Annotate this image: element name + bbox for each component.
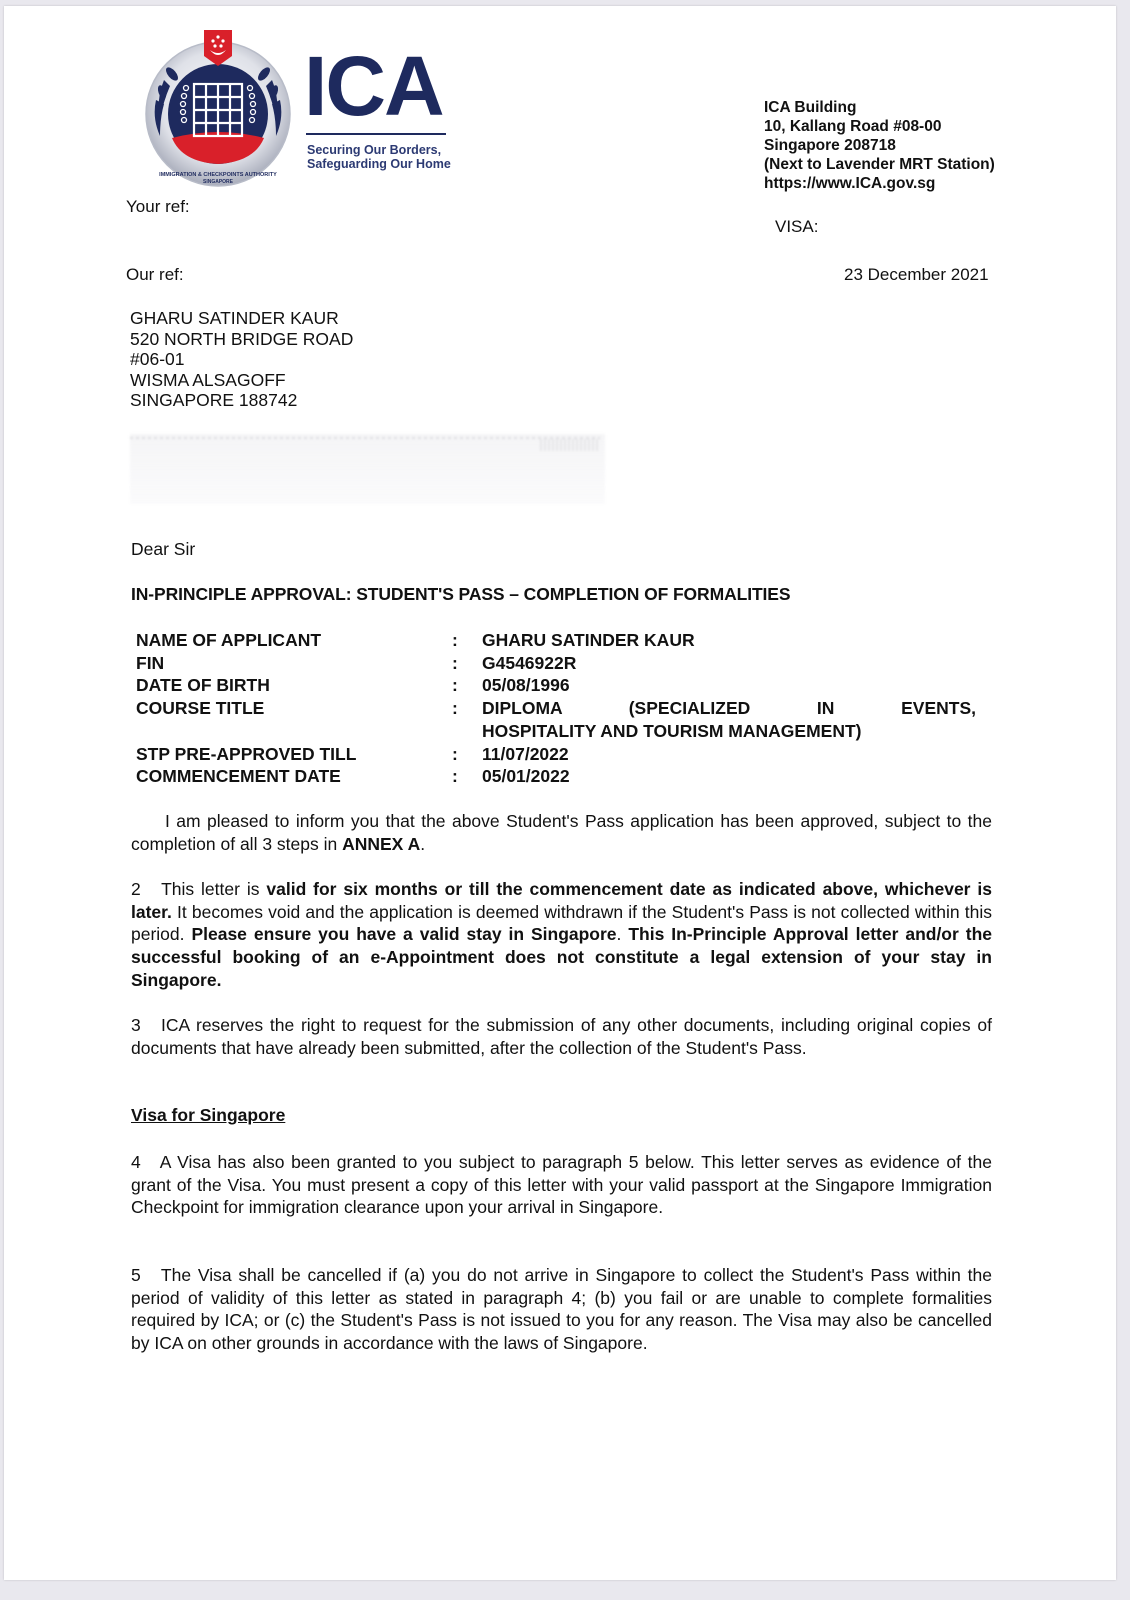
detail-colon: :: [452, 743, 458, 764]
p3-text: ICA reserves the right to request for the submission of any other documents, including original copies of documents that have already been submitted, after the collection of the Student's Pass.: [131, 1015, 992, 1058]
your-ref-label: Your ref:: [126, 197, 190, 216]
detail-label: COMMENCEMENT DATE: [136, 766, 341, 787]
addressee-line: 520 NORTH BRIDGE ROAD: [130, 328, 354, 349]
visa-label: VISA:: [775, 217, 819, 236]
detail-label: NAME OF APPLICANT: [136, 630, 322, 650]
detail-value: GHARU SATINDER KAUR: [482, 630, 695, 650]
detail-row: [136, 652, 976, 675]
website-link[interactable]: https://www.ICA.gov.sg: [764, 175, 936, 192]
detail-colon: :: [452, 766, 458, 787]
subject-line: IN-PRINCIPLE APPROVAL: STUDENT'S PASS – COMPLETION OF FORMALITIES: [131, 584, 791, 604]
address-line: (Next to Lavender MRT Station): [764, 156, 995, 173]
tagline-line-2: Safeguarding Our Home: [307, 157, 451, 171]
addressee-line: SINGAPORE 188742: [130, 390, 298, 410]
redacted-barcode-area: [130, 434, 605, 504]
p2-text: .: [616, 924, 629, 945]
tagline-line-1: Securing Our Borders,: [307, 143, 442, 157]
p2-bold: valid for six months or till the commencement date as indicated above, whichever is later.: [131, 879, 992, 922]
barcode-faded: [540, 439, 600, 451]
paragraph-number: 5: [131, 1265, 141, 1285]
addressee-block: [130, 308, 353, 411]
letter-page: [4, 6, 1116, 1580]
p4-text: A Visa has also been granted to you subject to paragraph 5 below. This letter serves as evidence of the grant of the Visa. You must present a copy of this letter with your valid passport at the Singapore Immigration Checkpoint for immigration clearance upon your arrival in Singapore.: [131, 1152, 992, 1218]
course-title-line-2: HOSPITALITY AND TOURISM MANAGEMENT): [482, 720, 862, 741]
detail-value: 11/07/2022: [482, 743, 569, 764]
annex-a-ref: ANNEX A: [342, 833, 421, 854]
address-line: ICA Building: [764, 99, 857, 116]
p2-bold: Please ensure you have a valid stay in Singapore: [191, 924, 617, 945]
p2-bold: This In-Principle Approval letter and/or the successful booking of an e-Appointment does not constitute a legal extension of your stay in Singapore.: [131, 924, 992, 990]
letter-date: 23 December 2021: [844, 265, 989, 284]
logo-divider: [306, 133, 446, 135]
barcode-faded: [130, 437, 600, 439]
detail-label: COURSE TITLE: [136, 698, 265, 719]
ica-wordmark: ICA: [304, 39, 443, 133]
detail-row: [136, 765, 976, 788]
detail-colon: :: [452, 698, 458, 719]
address-line: 10, Kallang Road #08-00: [764, 118, 942, 135]
detail-value: 05/01/2022: [482, 766, 570, 787]
paragraph-5: [131, 1264, 992, 1355]
detail-label: STP PRE-APPROVED TILL: [136, 743, 357, 764]
detail-row: [136, 674, 976, 697]
paragraph-number: 4: [131, 1152, 141, 1172]
visa-section-heading: Visa for Singapore: [131, 1105, 286, 1125]
detail-row: [136, 743, 976, 766]
address-line: Singapore 208718: [764, 137, 896, 154]
paragraph-3: [131, 1014, 992, 1059]
our-ref-label: Our ref:: [126, 265, 184, 284]
detail-row: [136, 629, 976, 652]
p2-text: This letter is: [161, 879, 267, 899]
salutation: Dear Sir: [131, 539, 196, 559]
paragraph-number: 2: [131, 879, 141, 899]
logo-tagline: [307, 143, 451, 171]
detail-value: G4546922R: [482, 652, 577, 673]
p5-text: The Visa shall be cancelled if (a) you do not arrive in Singapore to collect the Student's Pass within the period of validity of this letter as stated in paragraph 4; (b) you fail or are unable to complete formalities required by ICA; or (c) the Student's Pass is not issued to you for any reason. The Visa may also be cancelled by ICA on other grounds in accordance with the laws of Singapore.: [131, 1265, 992, 1354]
applicant-details: [136, 629, 976, 788]
detail-label: DATE OF BIRTH: [136, 675, 270, 696]
detail-colon: :: [452, 652, 458, 673]
svg-text:IMMIGRATION & CHECKPOINTS AUTH: IMMIGRATION & CHECKPOINTS AUTHORITY: [159, 172, 277, 178]
addressee-name: GHARU SATINDER KAUR: [130, 308, 339, 328]
detail-value: 05/08/1996: [482, 675, 570, 696]
detail-value: [482, 697, 976, 742]
paragraph-number: 3: [131, 1015, 141, 1035]
detail-colon: :: [452, 675, 458, 696]
p2-text: It becomes void and the application is deemed withdrawn if the Student's Pass is not collected within this period.: [131, 901, 992, 945]
paragraph-2: [131, 878, 992, 992]
sender-address: [764, 98, 995, 193]
p1-end: .: [420, 833, 426, 854]
p1-text: I am pleased to inform you that the above Student's Pass application has been approved, subject to the completion of all 3 steps in: [131, 811, 992, 854]
detail-label: FIN: [136, 652, 165, 673]
ica-seal-logo: [142, 30, 294, 188]
addressee-line: WISMA ALSAGOFF: [130, 369, 286, 390]
paragraph-4: [131, 1151, 992, 1219]
detail-row: [136, 697, 976, 742]
detail-colon: :: [452, 630, 458, 650]
addressee-line: #06-01: [130, 349, 185, 369]
svg-text:SINGAPORE: SINGAPORE: [202, 179, 234, 185]
paragraph-1: [131, 810, 992, 855]
course-title-line-1: DIPLOMA (SPECIALIZED IN EVENTS,: [482, 698, 976, 719]
